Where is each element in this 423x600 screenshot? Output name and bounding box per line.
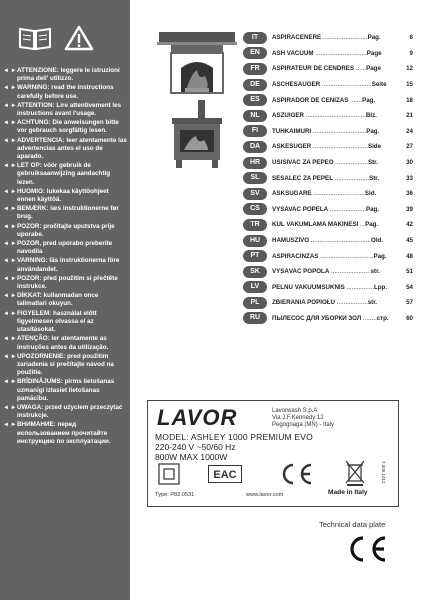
language-arrow-icon: ◄ ► — [3, 137, 17, 144]
warning-text: VARNING: läs instruktionerna före användandet. — [17, 257, 120, 273]
page-number: 15 — [406, 81, 413, 89]
svg-text:EAC: EAC — [213, 469, 237, 481]
model-line: MODEL: ASHLEY 1000 PREMIUM EVO — [155, 432, 313, 442]
warning-text: WARNING: read the instructions carefully before use. — [17, 84, 114, 100]
page-number: 9 — [409, 49, 413, 57]
language-title — [272, 221, 391, 228]
warning-text: ВНИМАНИЕ: перед использованием прочитайте инструкцию по эксплуатации. — [17, 421, 111, 445]
page-label: Sid. — [364, 190, 377, 198]
leader-dots: ................................ — [311, 143, 368, 151]
language-arrow-icon: ◄ ► — [3, 85, 17, 92]
warning-item — [3, 310, 127, 335]
page-number: 54 — [406, 283, 413, 291]
page-label: str. — [370, 268, 380, 276]
language-title-text: ASPIRATEUR DE CENDRES — [272, 65, 355, 73]
leader-dots: ................................... — [309, 237, 372, 245]
language-row[interactable] — [243, 295, 413, 311]
leader-dots: ....................... — [329, 268, 371, 276]
plate-caption: Technical data plate — [319, 520, 386, 529]
language-title-text: VYSAVAČ POPELA — [272, 205, 329, 213]
page-label: Str. — [369, 174, 380, 182]
warning-text: POZOR, pred uporabo preberite navodila — [17, 240, 113, 256]
language-code-badge: DE — [243, 79, 267, 91]
page-number: 39 — [406, 205, 413, 213]
page-number: 18 — [406, 96, 413, 104]
warning-item — [3, 275, 127, 291]
language-title-text: KÜL VAKUMLAMA MAKİNESİ — [272, 221, 359, 229]
page-number: 36 — [406, 190, 413, 198]
brand-logo: LAVOR — [157, 405, 238, 430]
warning-text: FIGYELEM: használat előtt figyelmesen olvassa el az utasításokat. — [17, 309, 97, 334]
language-code-badge: FR — [243, 63, 267, 75]
stove-illustration — [168, 100, 226, 168]
language-row[interactable] — [243, 108, 413, 124]
language-arrow-icon: ◄ ► — [3, 241, 17, 248]
page-number: 21 — [406, 112, 413, 120]
language-title-text: ASKESUGER — [272, 143, 312, 151]
leader-dots: ........ — [361, 314, 377, 322]
warning-text: ACHTUNG: Die anweisungen bitte vor gebrauch sorgfältig lesen. — [17, 119, 119, 135]
language-arrow-icon: ◄ ► — [3, 120, 17, 127]
warning-item — [3, 353, 127, 378]
page-number: 42 — [406, 221, 413, 229]
page-label: Pag. — [367, 34, 381, 42]
warning-item — [3, 84, 127, 100]
language-arrow-icon: ◄ ► — [3, 422, 17, 429]
page-label: Side — [367, 143, 382, 151]
language-code-badge: ES — [243, 94, 267, 106]
leader-dots: .................... — [332, 174, 370, 182]
warning-item — [3, 335, 127, 351]
language-title-text: ASZUIGER — [272, 112, 304, 120]
language-arrow-icon: ◄ ► — [3, 293, 17, 300]
page-number: 33 — [406, 174, 413, 182]
page-number: 30 — [406, 159, 413, 167]
warning-text: ATENÇÃO: ler atentamente as instruções antes da utilização. — [17, 335, 109, 351]
language-code-badge: RU — [243, 312, 267, 324]
language-arrow-icon: ◄ ► — [3, 258, 17, 265]
page-number: 27 — [406, 143, 413, 151]
warning-text: UPOZORNENIE: pred použitím zariadenia si prečítajte návod na použitie. — [17, 352, 114, 377]
address-line-1: Lavorwash S.p.A — [272, 408, 318, 414]
language-title — [272, 253, 391, 260]
language-arrow-icon: ◄ ► — [3, 68, 17, 74]
page-label: Lpp. — [374, 283, 388, 291]
language-code-badge: NL — [243, 110, 267, 122]
main-panel — [130, 0, 423, 600]
page-label: Str. — [367, 159, 378, 167]
language-title-text: TUHKAIMURI — [272, 127, 312, 135]
warning-item — [3, 137, 127, 162]
language-row[interactable] — [243, 170, 413, 186]
leader-dots: ................................... — [303, 112, 366, 120]
page-label: str. — [367, 299, 377, 307]
language-title-text: USISIVAČ ZA PEPEO — [272, 159, 334, 167]
leader-dots: .......................... — [321, 34, 368, 42]
leader-dots: ..................... — [328, 205, 366, 213]
language-title-text: ASPIRADOR DE CENIZAS — [272, 96, 349, 104]
language-title — [272, 81, 391, 88]
page-label: Seite — [371, 81, 387, 89]
language-row[interactable] — [243, 186, 413, 202]
language-title — [272, 65, 391, 72]
type-code: Type: P82.0531 — [155, 492, 195, 498]
language-title — [272, 175, 391, 182]
leader-dots: ... — [358, 221, 366, 229]
warning-item — [3, 378, 127, 403]
language-row[interactable] — [243, 124, 413, 140]
language-row[interactable] — [243, 77, 413, 93]
warning-item — [3, 421, 127, 446]
language-arrow-icon: ◄ ► — [3, 163, 17, 170]
language-row[interactable] — [243, 155, 413, 171]
warning-text: ADVERTENCIA: leer atentamente las advertencias antes el uso de aparado. — [17, 136, 127, 161]
language-row[interactable] — [243, 139, 413, 155]
language-arrow-icon: ◄ ► — [3, 353, 17, 360]
language-row[interactable] — [243, 233, 413, 249]
page-label: Page — [366, 49, 382, 57]
leader-dots: .............................. — [313, 49, 367, 57]
warning-item — [3, 257, 127, 273]
language-title — [272, 299, 391, 306]
warning-item — [3, 205, 127, 221]
warning-text: BEMÆRK: læs instruktionerne før brug. — [17, 205, 119, 221]
warning-item — [3, 292, 127, 308]
language-code-badge: EN — [243, 47, 267, 59]
leader-dots: ...... — [354, 65, 367, 73]
address-line-3: Pegognaga (MN) - Italy — [272, 422, 335, 428]
leader-dots: ............................... — [311, 127, 367, 135]
leader-dots: ....... — [348, 96, 363, 104]
language-code-badge: SK — [243, 266, 267, 278]
page-label: Pag. — [362, 96, 376, 104]
double-insulation-icon — [158, 463, 180, 485]
language-title-text: ASCHESAUGER — [272, 81, 321, 89]
language-row[interactable] — [243, 280, 413, 296]
language-title — [272, 315, 391, 322]
warning-text: LET OP: vóór gebruik de gebruiksaanwijzing aandachtig lezen. — [17, 162, 111, 186]
language-title — [272, 34, 391, 41]
warning-text: DİKKAT: kullanmadan once talimatlari okuyun. — [17, 292, 99, 308]
language-index — [243, 30, 413, 326]
language-row[interactable] — [243, 217, 413, 233]
language-arrow-icon: ◄ ► — [3, 310, 17, 317]
warning-item — [3, 119, 127, 135]
language-code-badge: SL — [243, 172, 267, 184]
language-row[interactable] — [243, 30, 413, 46]
language-title — [272, 206, 391, 213]
language-code-badge: IT — [243, 32, 267, 44]
language-arrow-icon: ◄ ► — [3, 275, 17, 282]
language-title — [272, 97, 391, 104]
power-line: 800W MAX 1000W — [155, 452, 228, 462]
language-title-text: ZBIERANIA POPIOŁU — [272, 299, 336, 307]
website: www.lavor.com — [246, 492, 284, 498]
language-code-badge: HR — [243, 157, 267, 169]
page-number: 57 — [406, 299, 413, 307]
language-arrow-icon: ◄ ► — [3, 223, 17, 230]
page-label: Old. — [371, 237, 384, 245]
language-title-text: ASKSUGARE — [272, 190, 312, 198]
leader-dots: ................ — [344, 283, 374, 291]
warning-text: POZOR: před použitím si přečtěte instrukce. — [17, 274, 118, 291]
language-title — [272, 237, 391, 244]
made-in-italy: Made in Italy — [328, 489, 368, 496]
language-title-text: SESALEC ZA PEPEL — [272, 174, 333, 182]
warning-item — [3, 188, 127, 204]
warning-sidebar — [0, 0, 130, 600]
warning-item — [3, 240, 127, 256]
warning-text: UWAGA: przed użyciem przeczytać instrukcje. — [17, 403, 123, 420]
page-label: Pag. — [365, 205, 380, 213]
language-title-text: ASPIRACINZAS — [272, 252, 319, 260]
ce-mark-large-icon — [346, 536, 388, 562]
language-title-text: HAMUSZÍVÓ — [272, 237, 310, 245]
leader-dots: ............................. — [320, 81, 372, 89]
manufacturer-address — [272, 408, 334, 429]
page-number: 24 — [406, 127, 413, 135]
warning-item — [3, 162, 127, 187]
warning-triangle-icon — [64, 25, 94, 51]
page-label: Pag. — [365, 221, 379, 229]
language-arrow-icon: ◄ ► — [3, 379, 17, 386]
weee-bin-icon — [344, 459, 366, 487]
page-number: 12 — [406, 65, 413, 73]
page-number: 45 — [406, 237, 413, 245]
language-code-badge: PT — [243, 250, 267, 262]
language-row[interactable] — [243, 92, 413, 108]
language-title-text: ASH VACUUM — [272, 49, 314, 57]
language-code-badge: TR — [243, 219, 267, 231]
language-code-badge: PL — [243, 297, 267, 309]
warning-text: ATTENTION: Lire attentivement les instructions avant l'usage. — [17, 101, 122, 118]
language-code-badge: CS — [243, 203, 267, 215]
warning-item — [3, 404, 127, 420]
address-line-2: Via J.F.Kennedy 12 — [272, 415, 324, 421]
ce-mark-icon — [278, 463, 314, 485]
page-label: Page — [366, 65, 381, 73]
language-code-badge: FI — [243, 125, 267, 137]
language-row[interactable] — [243, 311, 413, 327]
voltage-line: 220-240 V ~50/60 Hz — [155, 442, 236, 452]
language-title-text: PELNU VAKUUMSŪKNIS — [272, 283, 345, 291]
language-title — [272, 50, 391, 57]
language-arrow-icon: ◄ ► — [3, 404, 17, 411]
warning-text: BRĪDINĀJUMS: pirms lietošanas uzmanīgi izlasiet lietošanas pamācību. — [17, 378, 115, 402]
technical-data-plate — [147, 400, 399, 507]
language-title-text: VYSÁVAČ POPOLA — [272, 268, 330, 276]
page-number: 48 — [406, 252, 413, 260]
warning-text: HUOMIO: lukekaa käyttöohjeet ennen käyttöä. — [17, 187, 109, 204]
fireplace-illustration — [157, 30, 237, 94]
page-label: Blz. — [365, 112, 377, 120]
language-title — [272, 284, 391, 291]
language-row[interactable] — [243, 61, 413, 77]
language-title — [272, 268, 391, 275]
language-code-badge: LV — [243, 281, 267, 293]
page-number: 60 — [406, 314, 413, 322]
language-arrow-icon: ◄ ► — [3, 188, 17, 195]
leader-dots: ................... — [333, 159, 368, 167]
language-row[interactable] — [243, 46, 413, 62]
language-row[interactable] — [243, 264, 413, 280]
language-row[interactable] — [243, 202, 413, 218]
page-number: 6 — [409, 34, 413, 42]
warning-item — [3, 102, 127, 118]
language-code-badge: HU — [243, 235, 267, 247]
language-arrow-icon: ◄ ► — [3, 102, 17, 109]
eac-mark-icon — [208, 465, 242, 483]
page-number: 51 — [406, 268, 413, 276]
manual-book-icon — [18, 25, 52, 51]
language-arrow-icon: ◄ ► — [3, 336, 17, 343]
language-code-badge: DA — [243, 141, 267, 153]
language-title — [272, 112, 391, 119]
warning-text-list — [3, 67, 127, 447]
language-title — [272, 190, 391, 197]
language-title-text: ASPIRACENERE — [272, 34, 322, 42]
warning-text: POZOR: pročitajte uputstva prije uporabe. — [17, 222, 115, 238]
language-code-badge: SV — [243, 188, 267, 200]
leader-dots: .............................. — [311, 190, 365, 198]
language-title — [272, 128, 391, 135]
language-arrow-icon: ◄ ► — [3, 206, 17, 213]
warning-text: ATTENZIONE: leggere le istruzioni prima dell' utilizzo. — [17, 67, 120, 83]
page-label: стр. — [376, 314, 389, 322]
language-title — [272, 143, 391, 150]
language-title-text: ПЫЛЕСОС ДЛЯ УБОРКИ ЗОЛ — [272, 314, 362, 322]
warning-item — [3, 67, 127, 83]
language-title — [272, 159, 391, 166]
plate-code: 7.305.1012 — [381, 461, 386, 484]
warning-icons — [18, 25, 94, 51]
page-label: Pag. — [373, 252, 387, 260]
warning-item — [3, 223, 127, 239]
leader-dots: ............................... — [318, 252, 374, 260]
language-row[interactable] — [243, 248, 413, 264]
leader-dots: .................. — [335, 299, 368, 307]
page-label: Pag. — [366, 127, 380, 135]
